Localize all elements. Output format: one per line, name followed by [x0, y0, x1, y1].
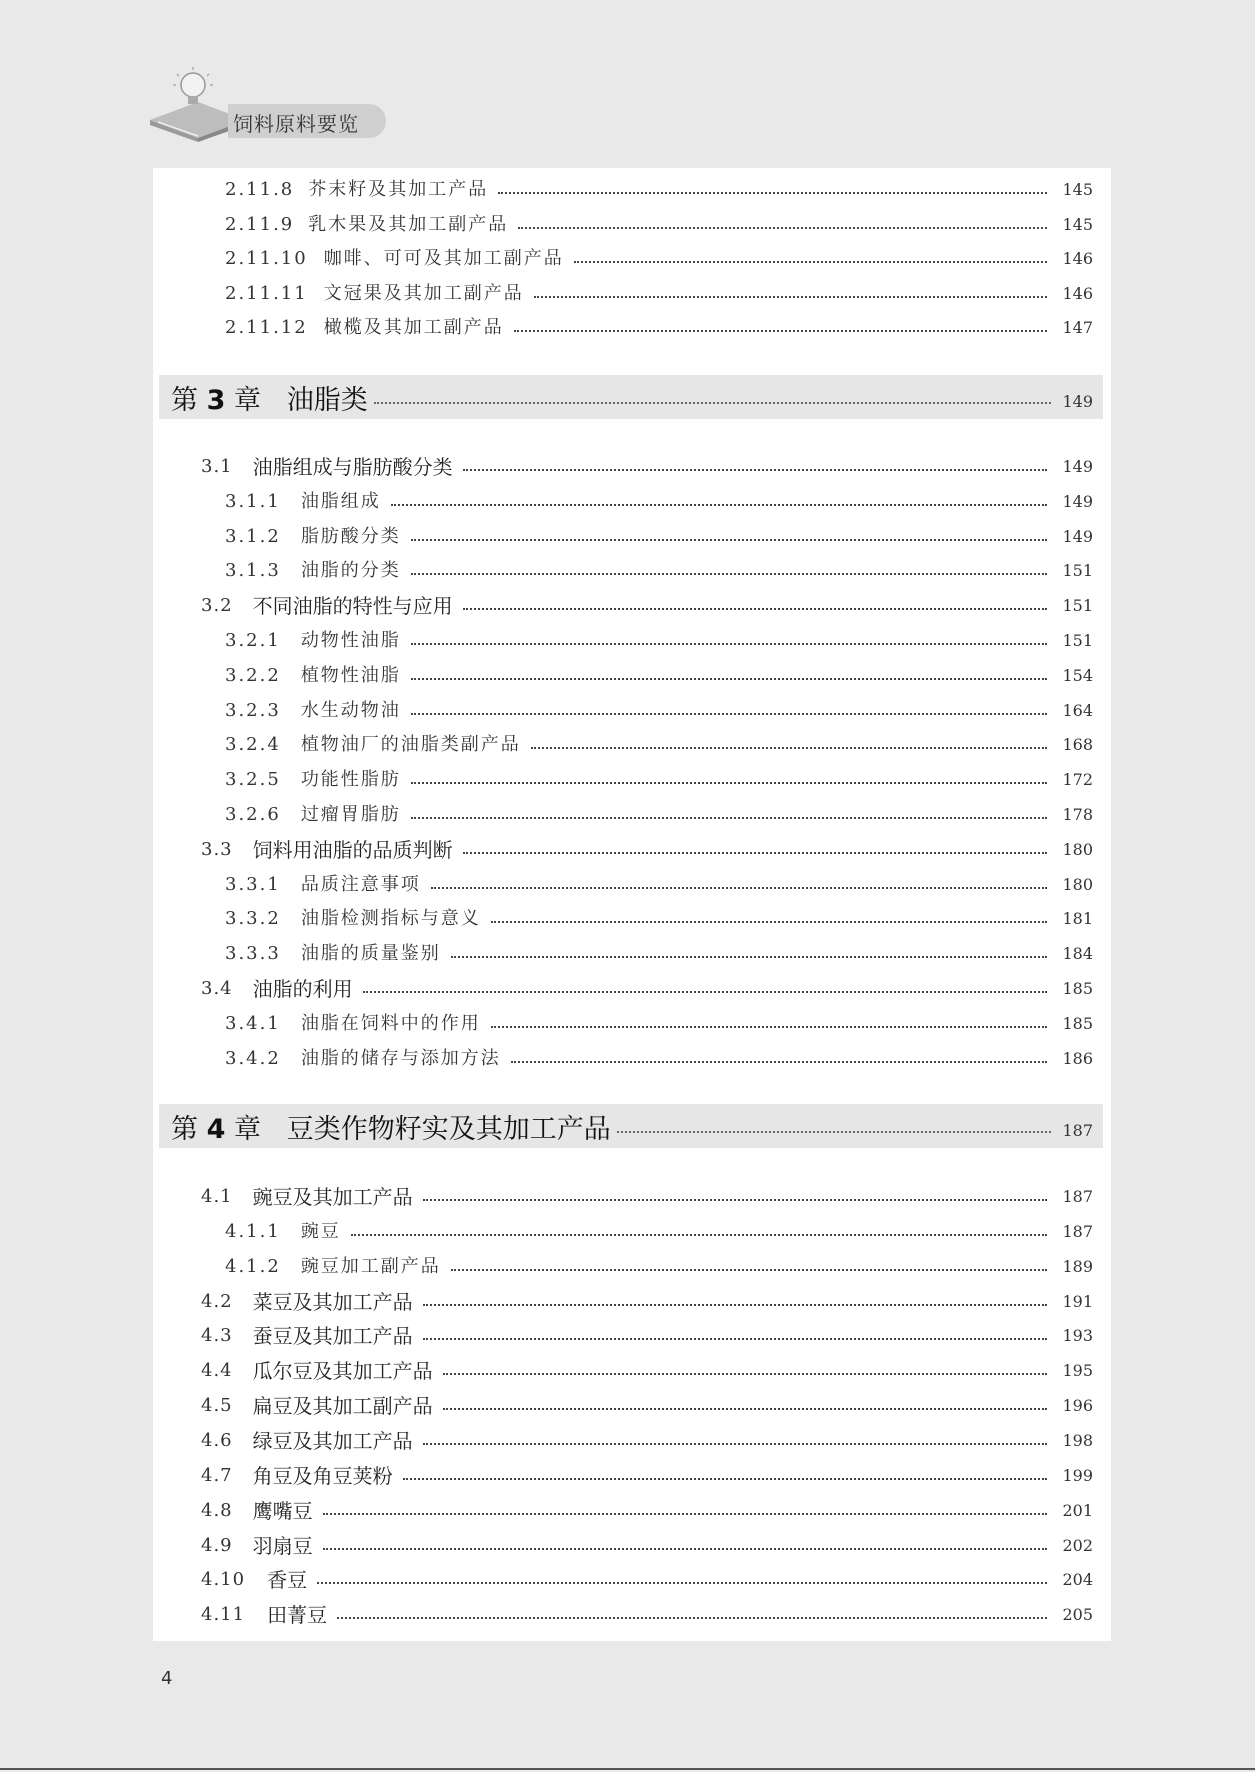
entry-label: 油脂检测指标与意义	[300, 908, 481, 930]
toc-subsection-entry[interactable]	[153, 659, 1111, 693]
toc-section-entry[interactable]	[153, 833, 1111, 867]
lightbulb-icon	[170, 66, 216, 112]
dot-leader	[531, 747, 1047, 749]
entry-page: 186	[1062, 1048, 1093, 1068]
entry-label: 脂肪酸分类	[300, 525, 401, 547]
toc-subsection-entry[interactable]	[153, 902, 1111, 936]
entry-page: 196	[1062, 1396, 1093, 1416]
entry-label: 植物性油脂	[300, 664, 401, 686]
entry-number: 3.1	[201, 456, 233, 477]
entry-label: 油脂的利用	[252, 977, 353, 1001]
entry-page: 178	[1062, 805, 1093, 824]
entry-label: 油脂组成与脂肪酸分类	[252, 455, 453, 479]
toc-section-entry[interactable]	[153, 1494, 1111, 1528]
toc-subsection-entry[interactable]	[153, 1007, 1111, 1041]
toc-subsection-entry[interactable]	[153, 798, 1111, 832]
entry-number: 3.2	[201, 595, 233, 617]
dot-leader	[411, 817, 1047, 819]
toc-section-entry[interactable]	[153, 1563, 1111, 1597]
toc-section-entry[interactable]	[153, 1529, 1111, 1563]
entry-page: 180	[1062, 874, 1093, 894]
entry-page: 146	[1062, 249, 1093, 268]
toc-section-entry[interactable]	[153, 1389, 1111, 1423]
entry-label: 羽扇豆	[252, 1533, 313, 1558]
toc-entry[interactable]	[153, 173, 1111, 207]
entry-page: 154	[1062, 665, 1093, 685]
entry-number: 3.3.1	[225, 873, 281, 895]
entry-number: 3.4	[201, 978, 233, 999]
toc-entry[interactable]	[153, 208, 1111, 242]
entry-page: 195	[1062, 1361, 1093, 1381]
toc-entry[interactable]	[153, 242, 1111, 276]
entry-page: 151	[1062, 561, 1093, 581]
toc-subsection-entry[interactable]	[153, 554, 1111, 588]
entry-label: 香豆	[267, 1568, 308, 1593]
entry-page: 147	[1062, 318, 1093, 337]
entry-page: 191	[1062, 1291, 1093, 1311]
entry-number: 3.1.2	[225, 525, 281, 547]
entry-label: 油脂的分类	[300, 560, 401, 582]
entry-page: 201	[1062, 1500, 1093, 1520]
dot-leader	[411, 539, 1047, 541]
entry-label: 角豆及角豆荚粉	[252, 1463, 393, 1488]
entry-label: 豌豆加工副产品	[300, 1255, 441, 1277]
dot-leader	[323, 1548, 1047, 1550]
toc-section-entry[interactable]	[153, 589, 1111, 623]
dot-leader	[443, 1408, 1047, 1410]
entry-number: 3.2.2	[225, 664, 281, 686]
entry-page: 172	[1062, 770, 1093, 790]
dot-leader	[514, 330, 1047, 332]
dot-leader	[511, 1061, 1047, 1063]
entry-number: 3.2.6	[225, 804, 281, 825]
entry-label: 橄榄及其加工副产品	[323, 317, 504, 338]
entry-label: 油脂组成	[300, 490, 381, 512]
chapter-page: 149	[1062, 391, 1093, 411]
entry-number: 3.2.4	[225, 734, 281, 756]
dot-leader	[423, 1338, 1047, 1340]
entry-number: 4.3	[201, 1325, 233, 1347]
entry-label: 绿豆及其加工产品	[252, 1428, 413, 1453]
entry-page: 193	[1062, 1326, 1093, 1346]
entry-page: 181	[1062, 909, 1093, 929]
toc-entry[interactable]	[153, 277, 1111, 311]
toc-subsection-entry[interactable]	[153, 1250, 1111, 1284]
entry-page: 168	[1062, 735, 1093, 755]
entry-page: 149	[1062, 491, 1093, 511]
toc-panel	[153, 168, 1111, 1641]
toc-subsection-entry[interactable]	[153, 868, 1111, 902]
dot-leader	[534, 296, 1047, 298]
entry-number: 4.5	[201, 1395, 233, 1417]
entry-page: 187	[1062, 1221, 1093, 1241]
toc-subsection-entry[interactable]	[153, 520, 1111, 554]
entry-page: 204	[1062, 1570, 1093, 1590]
series-logo	[140, 58, 380, 148]
dot-leader	[451, 1269, 1047, 1271]
entry-number: 3.3.2	[225, 908, 281, 930]
bottom-rule	[0, 1768, 1255, 1770]
entry-page: 151	[1062, 631, 1093, 650]
entry-number: 3.3	[201, 838, 233, 860]
chapter-heading-4[interactable]	[159, 1104, 1103, 1148]
dot-leader	[391, 504, 1047, 506]
entry-label: 植物油厂的油脂类副产品	[300, 734, 521, 756]
dot-leader	[463, 608, 1047, 610]
entry-label: 瓜尔豆及其加工产品	[252, 1359, 433, 1384]
dot-leader	[337, 1617, 1047, 1619]
entry-number: 4.4	[201, 1360, 233, 1382]
toc-subsection-entry[interactable]	[153, 624, 1111, 658]
toc-subsection-entry[interactable]	[153, 694, 1111, 728]
entry-label: 文冠果及其加工副产品	[323, 283, 524, 304]
entry-label: 不同油脂的特性与应用	[252, 594, 453, 619]
chapter-page: 187	[1062, 1120, 1093, 1140]
dot-leader	[617, 1131, 1051, 1133]
entry-page: 187	[1062, 1187, 1093, 1206]
toc-section-entry[interactable]	[153, 1285, 1111, 1319]
entry-page: 199	[1062, 1465, 1093, 1485]
entry-number: 4.1.1	[225, 1220, 281, 1242]
entry-label: 动物性油脂	[300, 630, 401, 651]
toc-subsection-entry[interactable]	[153, 937, 1111, 971]
toc-section-entry[interactable]	[153, 972, 1111, 1006]
entry-number: 3.4.2	[225, 1047, 281, 1069]
entry-number: 3.2.5	[225, 769, 281, 791]
dot-leader	[317, 1582, 1047, 1584]
entry-number: 4.8	[201, 1499, 233, 1521]
entry-page: 180	[1062, 839, 1093, 859]
entry-label: 油脂的质量鉴别	[300, 943, 441, 965]
toc-section-entry[interactable]	[153, 1354, 1111, 1388]
dot-leader	[491, 1026, 1047, 1028]
toc-section-entry[interactable]	[153, 1459, 1111, 1493]
entry-label: 田菁豆	[267, 1603, 328, 1628]
dot-leader	[423, 1304, 1047, 1306]
dot-leader	[411, 782, 1047, 784]
dot-leader	[423, 1443, 1047, 1445]
dot-leader	[451, 956, 1047, 958]
entry-number: 2.11.12	[225, 317, 308, 338]
entry-page: 185	[1062, 1013, 1093, 1033]
toc-subsection-entry[interactable]	[153, 1042, 1111, 1076]
entry-number: 2.11.11	[225, 283, 308, 304]
dot-leader	[403, 1478, 1047, 1480]
toc-section-entry[interactable]	[153, 1180, 1111, 1214]
toc-subsection-entry[interactable]	[153, 763, 1111, 797]
entry-number: 2.11.10	[225, 248, 308, 269]
entry-number: 4.6	[201, 1429, 233, 1451]
entry-label: 扁豆及其加工副产品	[252, 1394, 433, 1419]
dot-leader	[498, 192, 1047, 194]
series-title: 饲料原料要览	[233, 112, 359, 136]
dot-leader	[351, 1234, 1047, 1236]
entry-number: 4.9	[201, 1534, 233, 1556]
chapter-title: 第 4 章 豆类作物籽实及其加工产品	[171, 1113, 611, 1145]
toc-entry[interactable]	[153, 311, 1111, 345]
entry-page: 198	[1062, 1430, 1093, 1450]
dot-leader	[411, 573, 1047, 575]
toc-section-entry[interactable]	[153, 1319, 1111, 1353]
entry-number: 2.11.9	[225, 214, 295, 235]
entry-number: 3.3.3	[225, 943, 281, 965]
dot-leader	[491, 921, 1047, 923]
dot-leader	[431, 887, 1047, 889]
dot-leader	[463, 852, 1047, 854]
dot-leader	[411, 643, 1047, 645]
entry-number: 4.10	[201, 1569, 246, 1591]
dot-leader	[363, 991, 1047, 993]
toc-subsection-entry[interactable]	[153, 728, 1111, 762]
toc-section-entry[interactable]	[153, 1598, 1111, 1632]
page-number: 4	[161, 1668, 173, 1689]
dot-leader	[411, 713, 1047, 715]
entry-number: 3.1.3	[225, 560, 281, 582]
dot-leader	[518, 227, 1047, 229]
entry-page: 146	[1062, 284, 1093, 303]
entry-number: 3.1.1	[225, 490, 281, 512]
entry-number: 4.11	[201, 1604, 246, 1626]
toc-section-entry[interactable]	[153, 450, 1111, 484]
entry-label: 芥末籽及其加工产品	[308, 179, 489, 200]
entry-page: 149	[1062, 526, 1093, 546]
entry-page: 164	[1062, 700, 1093, 720]
toc-section-entry[interactable]	[153, 1424, 1111, 1458]
entry-label: 品质注意事项	[300, 873, 421, 895]
entry-label: 油脂的储存与添加方法	[300, 1047, 501, 1069]
entry-page: 202	[1062, 1535, 1093, 1555]
entry-label: 咖啡、可可及其加工副产品	[323, 248, 564, 269]
toc-subsection-entry[interactable]	[153, 1215, 1111, 1249]
entry-number: 3.2.1	[225, 630, 281, 651]
entry-page: 145	[1062, 215, 1093, 234]
dot-leader	[574, 261, 1047, 263]
entry-number: 3.4.1	[225, 1012, 281, 1034]
dot-leader	[323, 1513, 1047, 1515]
entry-number: 4.1.2	[225, 1255, 281, 1277]
toc-subsection-entry[interactable]	[153, 485, 1111, 519]
entry-label: 蚕豆及其加工产品	[252, 1324, 413, 1349]
entry-label: 水生动物油	[300, 699, 401, 721]
entry-label: 油脂在饲料中的作用	[300, 1012, 481, 1034]
dot-leader	[443, 1373, 1047, 1375]
entry-number: 4.2	[201, 1290, 233, 1312]
entry-label: 饲料用油脂的品质判断	[252, 837, 453, 862]
dot-leader	[423, 1199, 1047, 1201]
entry-page: 145	[1062, 180, 1093, 199]
chapter-title: 第 3 章 油脂类	[171, 384, 368, 416]
entry-number: 4.7	[201, 1464, 233, 1486]
dot-leader	[411, 678, 1047, 680]
entry-label: 鹰嘴豆	[252, 1498, 313, 1523]
dot-leader	[463, 469, 1047, 471]
entry-page: 149	[1062, 457, 1093, 476]
entry-number: 2.11.8	[225, 179, 295, 200]
entry-page: 184	[1062, 944, 1093, 964]
entry-page: 205	[1062, 1605, 1093, 1625]
dot-leader	[374, 402, 1051, 404]
entry-label: 乳木果及其加工副产品	[308, 214, 509, 235]
entry-number: 4.1	[201, 1186, 233, 1207]
entry-page: 185	[1062, 979, 1093, 998]
entry-label: 功能性脂肪	[300, 769, 401, 791]
entry-number: 3.2.3	[225, 699, 281, 721]
chapter-heading-3[interactable]	[159, 375, 1103, 419]
entry-label: 过瘤胃脂肪	[300, 804, 401, 825]
entry-page: 189	[1062, 1256, 1093, 1276]
entry-page: 151	[1062, 596, 1093, 616]
entry-label: 豌豆及其加工产品	[252, 1185, 413, 1209]
entry-label: 豌豆	[300, 1220, 341, 1242]
entry-label: 菜豆及其加工产品	[252, 1289, 413, 1314]
